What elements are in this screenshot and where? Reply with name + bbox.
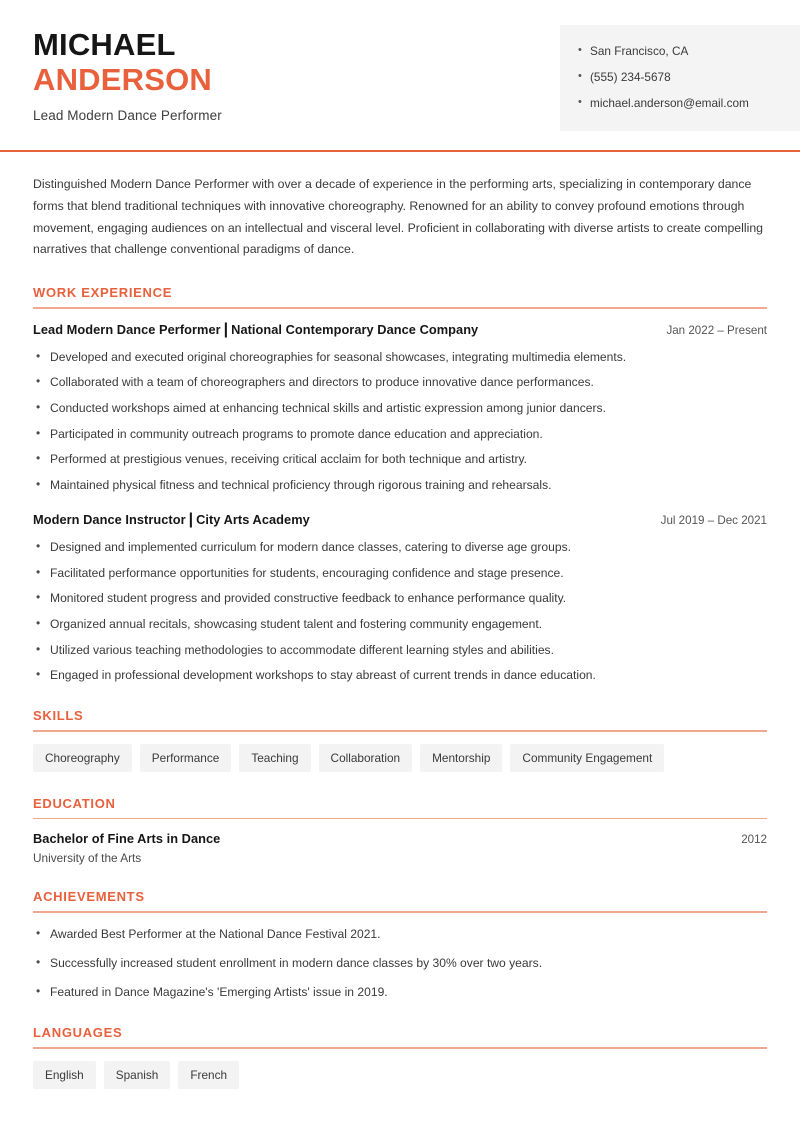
work-entry [33, 321, 767, 494]
section-rule-skills [33, 730, 767, 732]
work-company: City Arts Academy [196, 512, 310, 528]
work-entry [33, 511, 767, 684]
list-item: • Collaborated with a team of choreographers and directors to produce innovative dance performances. [33, 373, 767, 391]
skills-chip-list [33, 744, 767, 772]
list-item: • Facilitated performance opportunities for students, encouraging confidence and stage presence. [33, 564, 767, 582]
section-skills [33, 708, 767, 772]
skill-chip: Collaboration [319, 744, 413, 772]
education-entry [33, 831, 767, 865]
resume-body [0, 174, 800, 1089]
work-company: National Contemporary Dance Company [231, 321, 479, 337]
section-title-achievements: ACHIEVEMENTS [33, 889, 145, 905]
work-role: Modern Dance Instructor [33, 512, 186, 528]
list-item: • Awarded Best Performer at the National Dance Festival 2021. [33, 925, 767, 943]
skill-chip: Choreography [33, 744, 132, 772]
education-degree: Bachelor of Fine Arts in Dance [33, 831, 221, 847]
education-entry-header [33, 831, 767, 846]
language-chip: French [178, 1061, 239, 1089]
work-date-range: Jan 2022 – Present [666, 323, 767, 337]
list-item: • Developed and executed original choreographies for seasonal showcases, integrating multimedia elements. [33, 348, 767, 366]
first-name: MICHAEL [33, 27, 176, 62]
work-entry-header [33, 511, 767, 529]
list-item: • Participated in community outreach programs to promote dance education and appreciation. [33, 425, 767, 443]
contact-item-phone [590, 65, 786, 91]
contact-item-location [590, 39, 786, 65]
section-work-experience [33, 285, 767, 684]
work-bullet-list [33, 348, 767, 494]
work-entry-header [33, 321, 767, 339]
professional-summary: Distinguished Modern Dance Performer with over a decade of experience in the performing arts, specializing in contemporary dance forms that blend traditional techniques with innovative choreography. Renowned for an ability to convey profound emotions through movement, engaging audiences on an intellectual and visceral level. Proficient in collaborating with diverse artists to create compelling narratives that challenge conventional paradigms of dance. [33, 176, 764, 257]
achievements-list [33, 925, 767, 1001]
list-item: • Engaged in professional development workshops to stay abreast of current trends in dance education. [33, 666, 767, 684]
list-item: • Monitored student progress and provided constructive feedback to enhance performance quality. [33, 589, 767, 607]
section-title-education: EDUCATION [33, 795, 116, 811]
last-name: ANDERSON [33, 61, 213, 97]
work-date-range: Jul 2019 – Dec 2021 [660, 514, 767, 528]
contact-email-text: michael.anderson@email.com [590, 95, 749, 110]
section-achievements [33, 889, 767, 1001]
list-item: • Conducted workshops aimed at enhancing technical skills and artistic expression among junior dancers. [33, 399, 767, 417]
contact-item-email [590, 91, 786, 117]
section-education [33, 796, 767, 866]
list-item: • Designed and implemented curriculum for modern dance classes, catering to diverse age groups. [33, 538, 767, 556]
work-entry-title-group [33, 511, 310, 529]
work-title-separator: | [223, 320, 229, 338]
skill-chip: Teaching [239, 744, 310, 772]
skill-chip: Performance [140, 744, 232, 772]
language-chip: Spanish [104, 1061, 171, 1089]
list-item: • Successfully increased student enrollment in modern dance classes by 30% over two years. [33, 954, 767, 972]
section-rule-work-experience [33, 307, 767, 309]
header-identity [0, 25, 222, 123]
section-title-languages: LANGUAGES [33, 1025, 123, 1041]
header-divider [0, 150, 800, 152]
section-languages [33, 1025, 767, 1089]
section-rule-education [33, 818, 767, 820]
section-title-skills: SKILLS [33, 708, 84, 724]
language-chip: English [33, 1061, 96, 1089]
work-role: Lead Modern Dance Performer [33, 321, 221, 337]
list-item: • Featured in Dance Magazine's 'Emerging Artists' issue in 2019. [33, 983, 767, 1001]
languages-chip-list [33, 1061, 767, 1089]
contact-list [560, 39, 800, 117]
work-title-separator: | [188, 511, 194, 529]
contact-info-box [560, 25, 800, 131]
contact-phone-text: (555) 234-5678 [590, 69, 671, 84]
work-bullet-list [33, 538, 767, 684]
list-item: • Utilized various teaching methodologies to accommodate different learning styles and abilities. [33, 641, 767, 659]
resume-header [0, 0, 800, 131]
list-item: • Organized annual recitals, showcasing student talent and fostering community engagement. [33, 615, 767, 633]
education-institution: University of the Arts [33, 851, 142, 866]
work-entry-title-group [33, 321, 478, 339]
list-item: • Maintained physical fitness and technical proficiency through rigorous training and rehearsals. [33, 476, 767, 494]
list-item: • Performed at prestigious venues, receiving critical acclaim for both technique and artistry. [33, 450, 767, 468]
section-rule-languages [33, 1047, 767, 1049]
skill-chip: Community Engagement [510, 744, 664, 772]
section-rule-achievements [33, 911, 767, 913]
education-year: 2012 [741, 833, 767, 847]
section-title-work-experience: WORK EXPERIENCE [33, 285, 173, 301]
contact-location-text: San Francisco, CA [590, 44, 689, 58]
skill-chip: Mentorship [420, 744, 502, 772]
job-tagline: Lead Modern Dance Performer [33, 108, 222, 124]
